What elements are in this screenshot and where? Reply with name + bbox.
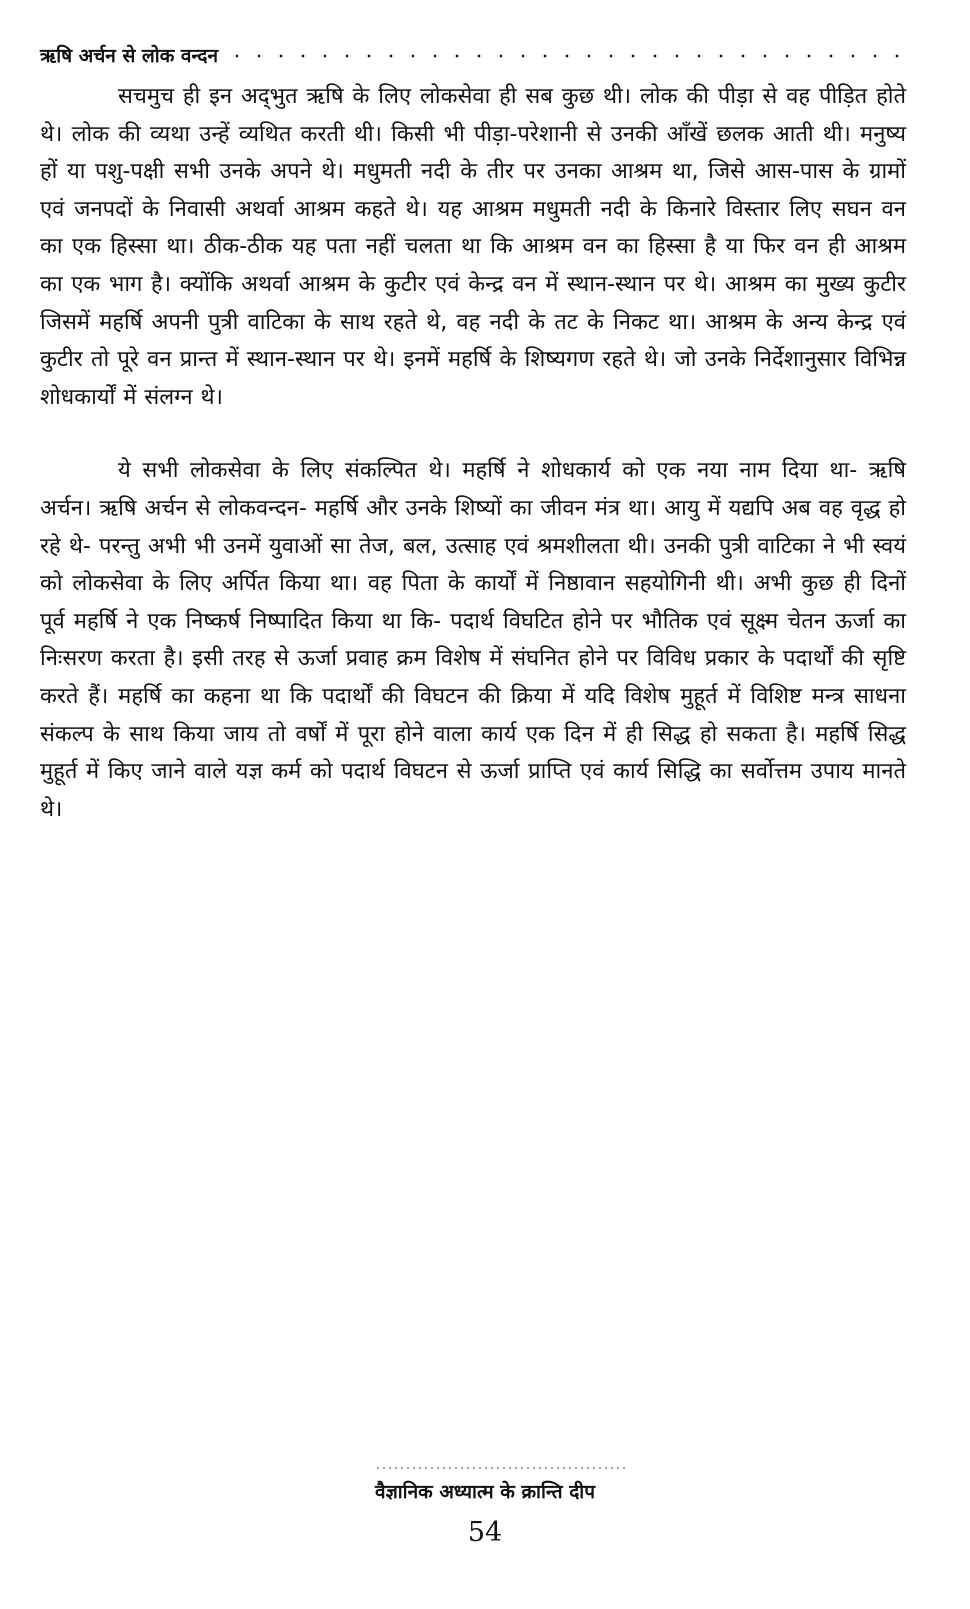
chapter-title: ऋषि अर्चन से लोक वन्दन [40,45,219,67]
paragraph-1: सचमुच ही इन अद्‌भुत ऋषि के लिए लोकसेवा ही सब कुछ थी। लोक की पीड़ा से वह पीड़ित होते थे। लोक की व्यथा उन्हें व्यथित करती थी। किसी भी पीड़ा-परेशानी से उनकी आँखें छलक आती थी। मनुष्य हों या पशु-पक्षी सभी उनके अपने थे। मधुमती नदी के तीर पर उनका आश्रम था, जिसे आस-पास के ग्रामों एवं जनपदों के निवासी अथर्वा आश्रम कहते थे। यह आश्रम मधुमती नदी के किनारे विस्तार लिए सघन वन का एक हिस्सा था। ठीक-ठीक यह पता नहीं चलता था कि आश्रम वन का हिस्सा है या फिर वन ही आश्रम का एक भाग है। क्योंकि अथर्वा आश्रम के कुटीर एवं केन्द्र वन में स्थान-स्थान पर थे। आश्रम का मुख्य कुटीर जिसमें महर्षि अपनी पुत्री वाटिका के साथ रहते थे, वह नदी के तट के निकट था। आश्रम के अन्य केन्द्र एवं कुटीर तो पूरे वन प्रान्त में स्थान-स्थान पर थे। इनमें महर्षि के शिष्यगण रहते थे। जो उनके निर्देशानुसार विभिन्न शोधकार्यों में संलग्न थे। [40,84,906,410]
body-text [40,78,906,828]
footer-dotted-rule [375,1466,625,1470]
dotted-leader [226,49,906,63]
book-title: वैज्ञानिक अध्यात्म के क्रान्ति दीप [375,1481,595,1503]
paragraph-2: ये सभी लोकसेवा के लिए संकल्पित थे। महर्षि ने शोधकार्य को एक नया नाम दिया था- ऋषि अर्चन। ऋषि अर्चन से लोकवन्दन- महर्षि और उनके शिष्यों का जीवन मंत्र था। आयु में यद्यपि अब वह वृद्ध हो रहे थे- परन्तु अभी भी उनमें युवाओं सा तेज, बल, उत्साह एवं श्रमशीलता थी। उनकी पुत्री वाटिका ने भी स्वयं को लोकसेवा के लिए अर्पित किया था। वह पिता के कार्यों में निष्ठावान सहयोगिनी थी। अभी कुछ ही दिनों पूर्व महर्षि ने एक निष्कर्ष निष्पादित किया था कि- पदार्थ विघटित होने पर भौतिक एवं सूक्ष्म चेतन ऊर्जा का निःसरण करता है। इसी तरह से ऊर्जा प्रवाह क्रम विशेष में संघनित होने पर विविध प्रकार के पदार्थों की सृष्टि करते हैं। महर्षि का कहना था कि पदार्थों की विघटन की क्रिया में यदि विशेष मुहूर्त में विशिष्ट मन्त्र साधना संकल्प के साथ किया जाय तो वर्षों में पूरा होने वाला कार्य एक दिन में ही सिद्ध हो सकता है। महर्षि सिद्ध मुहूर्त में किए जाने वाले यज्ञ कर्म को पदार्थ विघटन से ऊर्जा प्राप्ति एवं कार्य सिद्धि का सर्वोत्तम उपाय मानते थे। [40,458,906,822]
running-head [40,38,906,68]
page-number: 54 [467,1517,503,1548]
